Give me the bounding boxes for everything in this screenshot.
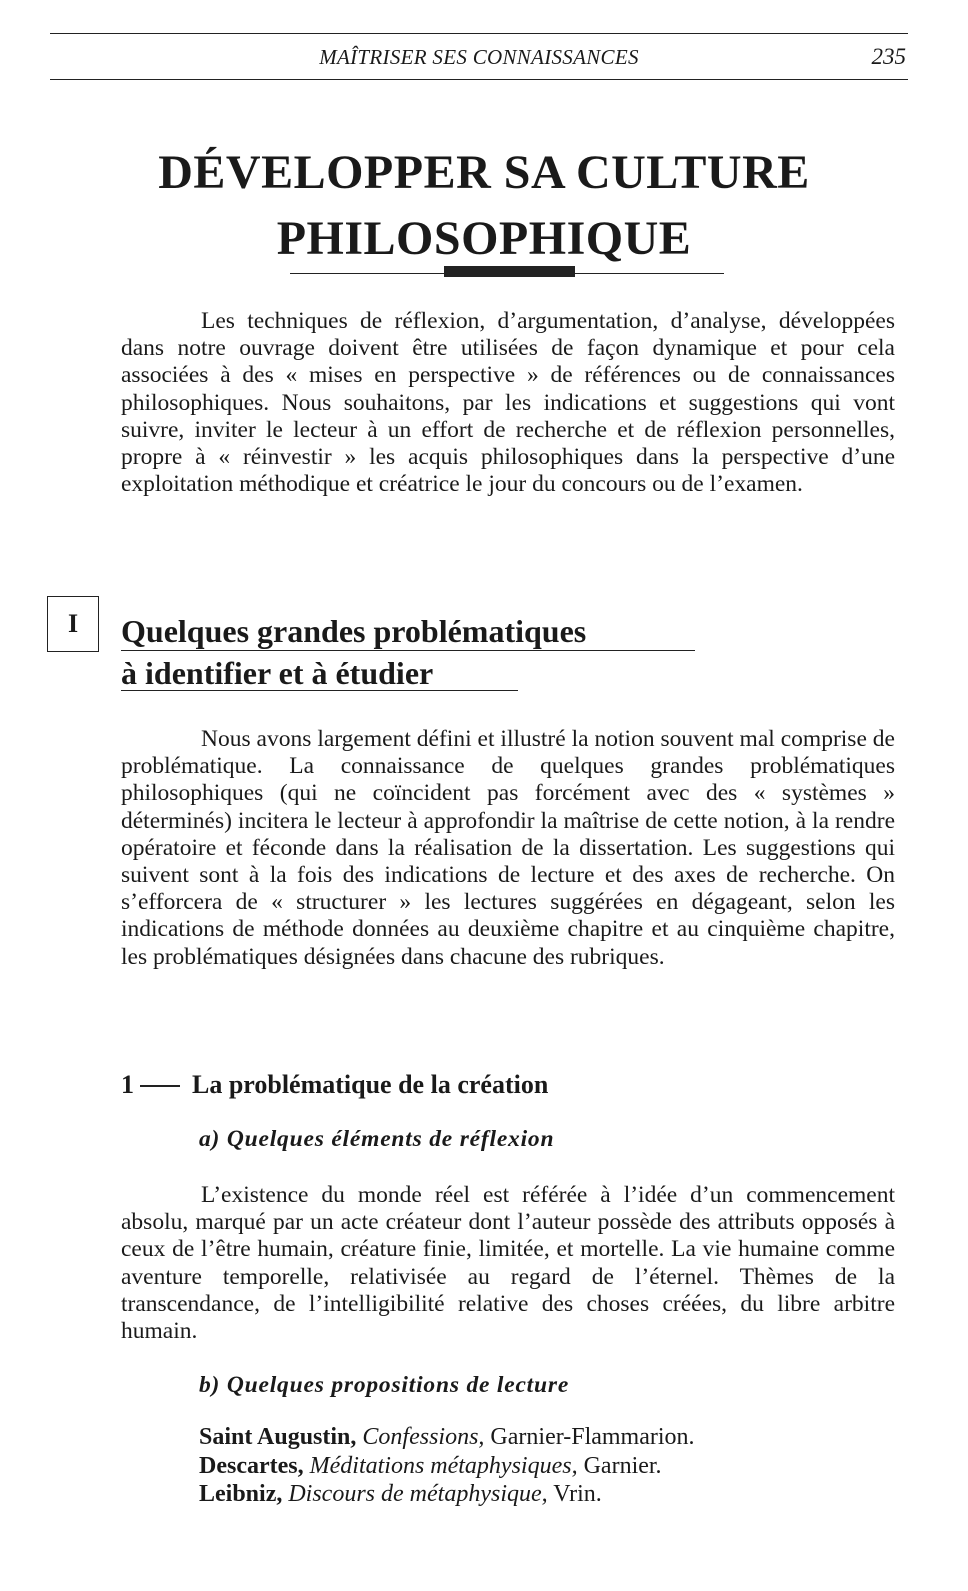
part-a-paragraph-text: L’existence du monde réel est référée à l’idée d’un commencement absolu, marqué par un acte créateur dont l’auteur possède des attributs opposés à ceux de l’être humain, créature finie, limitée, et mortelle. La vie humaine comme aventure temporelle, relativisée au regard de l’éternel. Thèmes de la transcendance, de l’intelligibilité relative des choses créées, du libre arbitre humain. xyxy=(121,1182,895,1345)
reading-list-item xyxy=(199,1423,695,1452)
reference-work: Confessions, xyxy=(362,1424,485,1450)
section-title-underline-1 xyxy=(121,650,695,651)
reference-work: Méditations métaphysiques, xyxy=(309,1452,578,1479)
section-title-line-2: à identifier et à étudier xyxy=(121,655,434,691)
reference-publisher: Garnier-Flammarion. xyxy=(490,1424,695,1450)
part-a-paragraph xyxy=(121,1182,895,1345)
section-title-underline-2 xyxy=(121,690,518,691)
subsection-number-rule xyxy=(140,1085,180,1087)
section-paragraph-text: Nous avons largement défini et illustré la notion souvent mal comprise de problématique. La connaissance de quelques grandes problématiques philosophiques (qui ne coïncident pas forcément avec des « systèmes » déterminés) incitera le lecteur à approfondir la maîtrise de cette notion, à la rendre opératoire et féconde dans la réalisation de la dissertation. Les suggestions qui suivent sont à la fois des indications de lecture et des axes de recherche. On s’efforcera de « structurer » les lectures suggérées en dégageant, selon les indications de méthode données au deuxième chapitre et au cinquième chapitre, les problématiques désignées dans chacune des rubriques. xyxy=(121,726,895,970)
section-title-line-1: Quelques grandes problématiques xyxy=(121,613,587,649)
header-top-rule xyxy=(50,33,908,34)
section-title xyxy=(121,610,586,694)
page-number: 235 xyxy=(871,44,906,69)
chapter-title-line-2: PHILOSOPHIQUE xyxy=(276,212,692,265)
reference-publisher: Garnier. xyxy=(583,1452,662,1479)
subsection-heading xyxy=(121,1068,548,1102)
reference-publisher: Vrin. xyxy=(553,1481,602,1507)
chapter-title xyxy=(0,140,968,272)
title-ornament-bar xyxy=(444,266,575,277)
part-a-heading: a) Quelques éléments de réflexion xyxy=(199,1126,555,1152)
reference-author: Saint Augustin, xyxy=(199,1424,357,1450)
intro-paragraph-text: Les techniques de réflexion, d’argumentation, d’analyse, développées dans notre ouvrage doivent être utilisées de façon dynamique et pour cela associées à des « mises en perspective » de références ou de connaissances philosophiques. Nous souhaitons, par les indications et suggestions qui vont suivre, inviter le lecteur à un effort de recherche et de réflexion personnelles, propre à « réinvestir » les acquis philosophiques dans la perspective d’une exploitation méthodique et créatrice le jour du concours ou de l’examen. xyxy=(121,308,895,498)
intro-paragraph xyxy=(121,308,895,498)
subsection-title: La problématique de la création xyxy=(192,1070,549,1099)
reading-list xyxy=(199,1423,695,1509)
reference-author: Descartes, xyxy=(199,1452,304,1479)
reading-list-item xyxy=(199,1452,695,1481)
reference-author: Leibniz, xyxy=(199,1481,283,1507)
reading-list-item xyxy=(199,1480,695,1509)
running-title: MAÎTRISER SES CONNAISSANCES xyxy=(319,45,639,69)
part-b-heading: b) Quelques propositions de lecture xyxy=(199,1372,570,1398)
reference-work: Discours de métaphysique, xyxy=(288,1481,548,1507)
section-paragraph xyxy=(121,726,895,971)
header-bottom-rule xyxy=(50,79,908,80)
subsection-number: 1 xyxy=(121,1070,134,1099)
chapter-title-line-1: DÉVELOPPER SA CULTURE xyxy=(158,146,810,199)
section-numeral-box: I xyxy=(47,596,99,652)
